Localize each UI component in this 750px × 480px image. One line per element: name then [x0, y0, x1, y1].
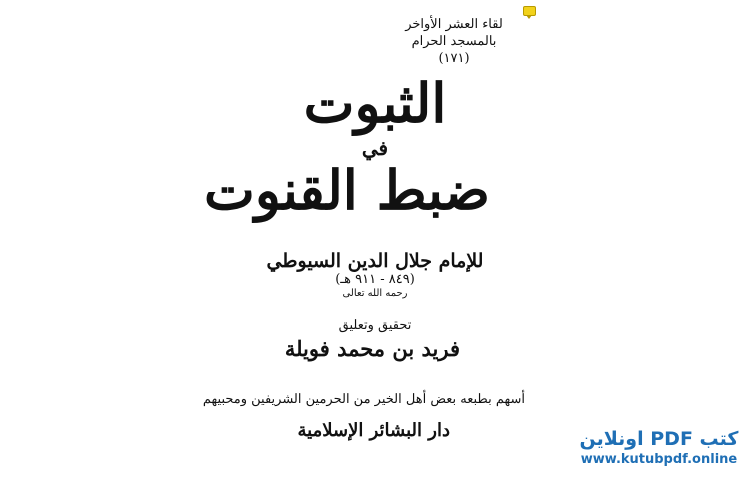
author-blessing: رحمه الله تعالى: [342, 288, 408, 299]
series-block: [394, 16, 514, 67]
sponsor-note: أسهم بطبعه بعض أهل الخير من الحرمين الشريفين ومحبيهم: [202, 392, 525, 407]
title-connector: في: [361, 136, 389, 160]
book-title: الثبوت: [303, 71, 447, 135]
editor-label: تحقيق وتعليق: [338, 318, 412, 333]
series-line-1: لقاء العشر الأواخر: [405, 17, 503, 32]
series-number: (١٧١): [438, 51, 470, 66]
watermark-title: كتب PDF اونلاين: [579, 428, 739, 450]
series-line-2: بالمسجد الحرام: [411, 34, 497, 49]
author-dates: (٨٤٩ - ٩١١ هـ): [335, 272, 415, 287]
watermark-url[interactable]: www.kutubpdf.online: [580, 452, 738, 467]
book-subtitle: ضبط القنوت: [203, 158, 490, 222]
editor-name: فريد بن محمد فويلة: [284, 336, 460, 361]
author-name: للإمام جلال الدين السيوطي: [266, 250, 484, 272]
comment-icon[interactable]: [523, 6, 536, 16]
publisher-name: دار البشائر الإسلامية: [297, 420, 450, 441]
